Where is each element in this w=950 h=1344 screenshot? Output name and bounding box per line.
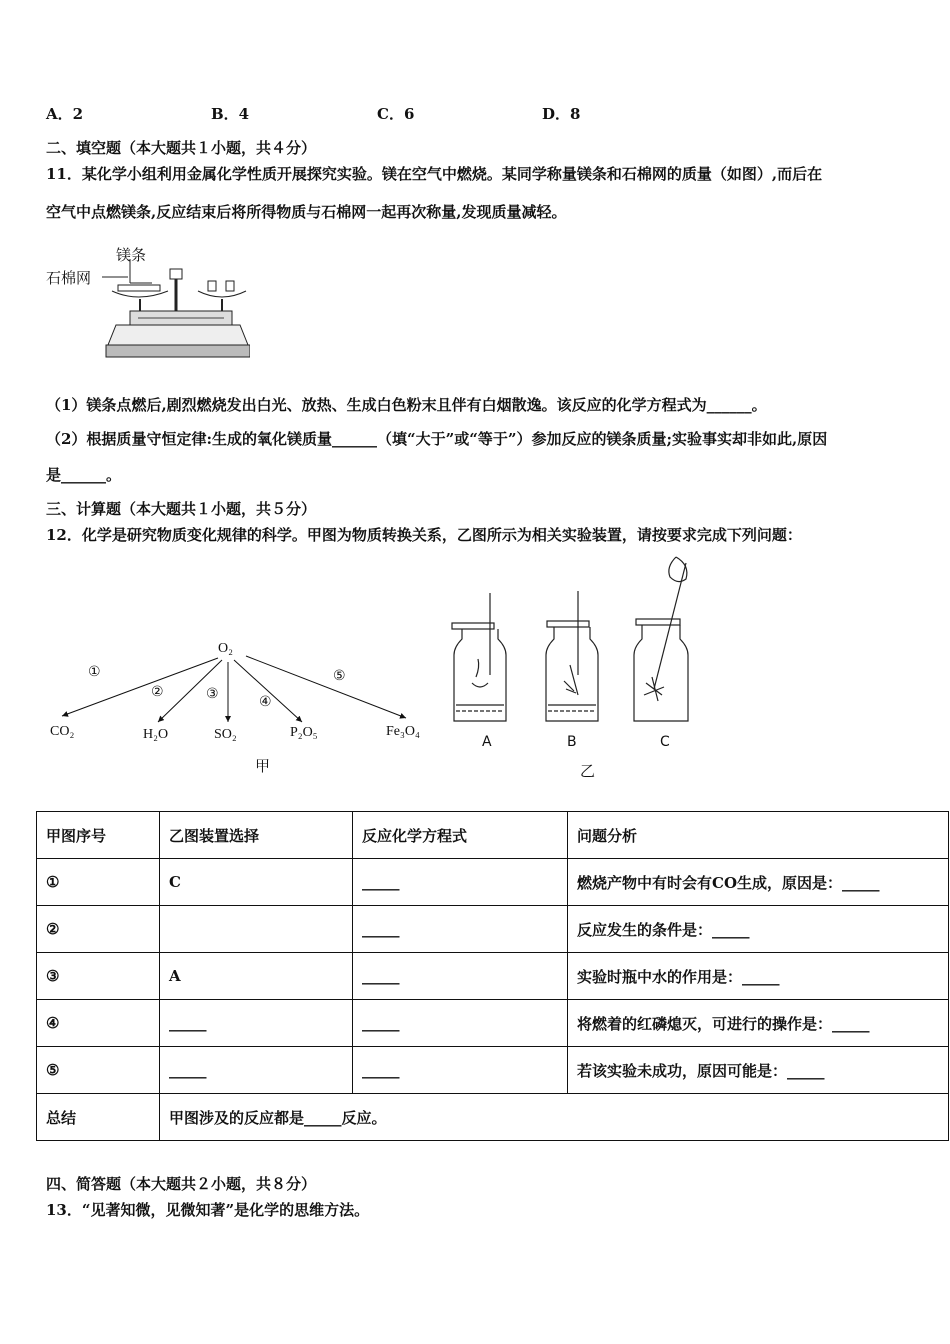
path-number: ④ xyxy=(259,694,272,710)
jar-label: A xyxy=(482,734,492,750)
table-cell: ④ xyxy=(37,1000,160,1047)
table-cell: _____ xyxy=(353,859,568,906)
summary-row xyxy=(37,1094,949,1141)
table-row xyxy=(37,953,949,1000)
table-cell: ① xyxy=(37,859,160,906)
balance-illustration xyxy=(90,255,250,365)
table-cell: _____ xyxy=(160,1000,353,1047)
table-header-row xyxy=(37,812,949,859)
table-cell: 将燃着的红磷熄灭，可进行的操作是：_____ xyxy=(568,1000,949,1047)
jar-label: B xyxy=(567,734,577,750)
apparatus-illustration xyxy=(440,555,710,730)
path-number: ② xyxy=(151,684,164,700)
option-d: D．8 xyxy=(542,105,581,123)
question-text: 13．“见著知微，见微知著”是化学的思维方法。 xyxy=(46,1201,370,1219)
table-cell: _____ xyxy=(353,1000,568,1047)
path-number: ⑤ xyxy=(333,668,346,684)
table-header: 问题分析 xyxy=(568,812,949,859)
section-heading: 三、计算题（本大题共１小题，共５分） xyxy=(46,500,317,518)
table-row xyxy=(37,906,949,953)
question-text: 11．某化学小组利用金属化学性质开展探究实验。镁在空气中燃烧。某同学称量镁条和石棉网的质量（如图）,而后在 xyxy=(46,165,823,183)
table-cell: _____ xyxy=(353,953,568,1000)
product-fe3o4: Fe₃O₄ xyxy=(386,724,420,739)
product-so2: SO₂ xyxy=(214,727,237,742)
answer-table xyxy=(36,811,949,1141)
product-co2: CO₂ xyxy=(50,724,75,739)
sub-question: （1）镁条点燃后,剧烈燃烧发出白光、放热、生成白色粉末且伴有白烟散逸。该反应的化学方程式为______。 xyxy=(46,396,767,414)
table-row xyxy=(37,1000,949,1047)
table-cell: C xyxy=(160,859,353,906)
figure-label: 石棉网 xyxy=(46,269,92,287)
sub-question: （2）根据质量守恒定律:生成的氧化镁质量______（填“大于”或“等于”）参加反应的镁条质量;实验事实却非如此,原因 xyxy=(46,430,828,448)
figure-caption: 甲 xyxy=(255,757,271,775)
table-cell: 反应发生的条件是：_____ xyxy=(568,906,949,953)
option-a: A．2 xyxy=(46,105,84,123)
figure-caption: 乙 xyxy=(580,762,596,780)
table-header: 反应化学方程式 xyxy=(353,812,568,859)
table-cell: _____ xyxy=(160,1047,353,1094)
path-number: ① xyxy=(88,664,101,680)
table-header: 乙图装置选择 xyxy=(160,812,353,859)
summary-label: 总结 xyxy=(37,1094,160,1141)
table-cell: _____ xyxy=(353,1047,568,1094)
figure-label: 镁条 xyxy=(116,246,147,264)
table-cell: ③ xyxy=(37,953,160,1000)
table-cell xyxy=(160,906,353,953)
summary-text: 甲图涉及的反应都是_____反应。 xyxy=(160,1094,949,1141)
question-text: 空气中点燃镁条,反应结束后将所得物质与石棉网一起再次称量,发现质量减轻。 xyxy=(46,203,567,221)
table-header: 甲图序号 xyxy=(37,812,160,859)
table-cell: 若该实验未成功，原因可能是：_____ xyxy=(568,1047,949,1094)
table-cell: 实验时瓶中水的作用是：_____ xyxy=(568,953,949,1000)
table-cell: ② xyxy=(37,906,160,953)
sub-question: 是______。 xyxy=(46,466,122,484)
conversion-diagram xyxy=(40,640,440,740)
product-h2o: H₂O xyxy=(143,727,169,742)
table-row xyxy=(37,1047,949,1094)
section-heading: 四、简答题（本大题共２小题，共８分） xyxy=(46,1175,317,1193)
table-cell: _____ xyxy=(353,906,568,953)
table-cell: A xyxy=(160,953,353,1000)
jar-label: C xyxy=(660,734,670,750)
table-cell: ⑤ xyxy=(37,1047,160,1094)
option-b: B．4 xyxy=(211,105,250,123)
path-number: ③ xyxy=(206,686,219,702)
table-row xyxy=(37,859,949,906)
question-text: 12．化学是研究物质变化规律的科学。甲图为物质转换关系，乙图所示为相关实验装置，请按要求完成下列问题： xyxy=(46,526,802,544)
option-c: C．6 xyxy=(377,105,415,123)
section-heading: 二、填空题（本大题共１小题，共４分） xyxy=(46,139,317,157)
table-cell: 燃烧产物中有时会有CO生成，原因是：_____ xyxy=(568,859,949,906)
product-p2o5: P₂O₅ xyxy=(290,725,318,740)
o2-label: O₂ xyxy=(218,641,233,656)
